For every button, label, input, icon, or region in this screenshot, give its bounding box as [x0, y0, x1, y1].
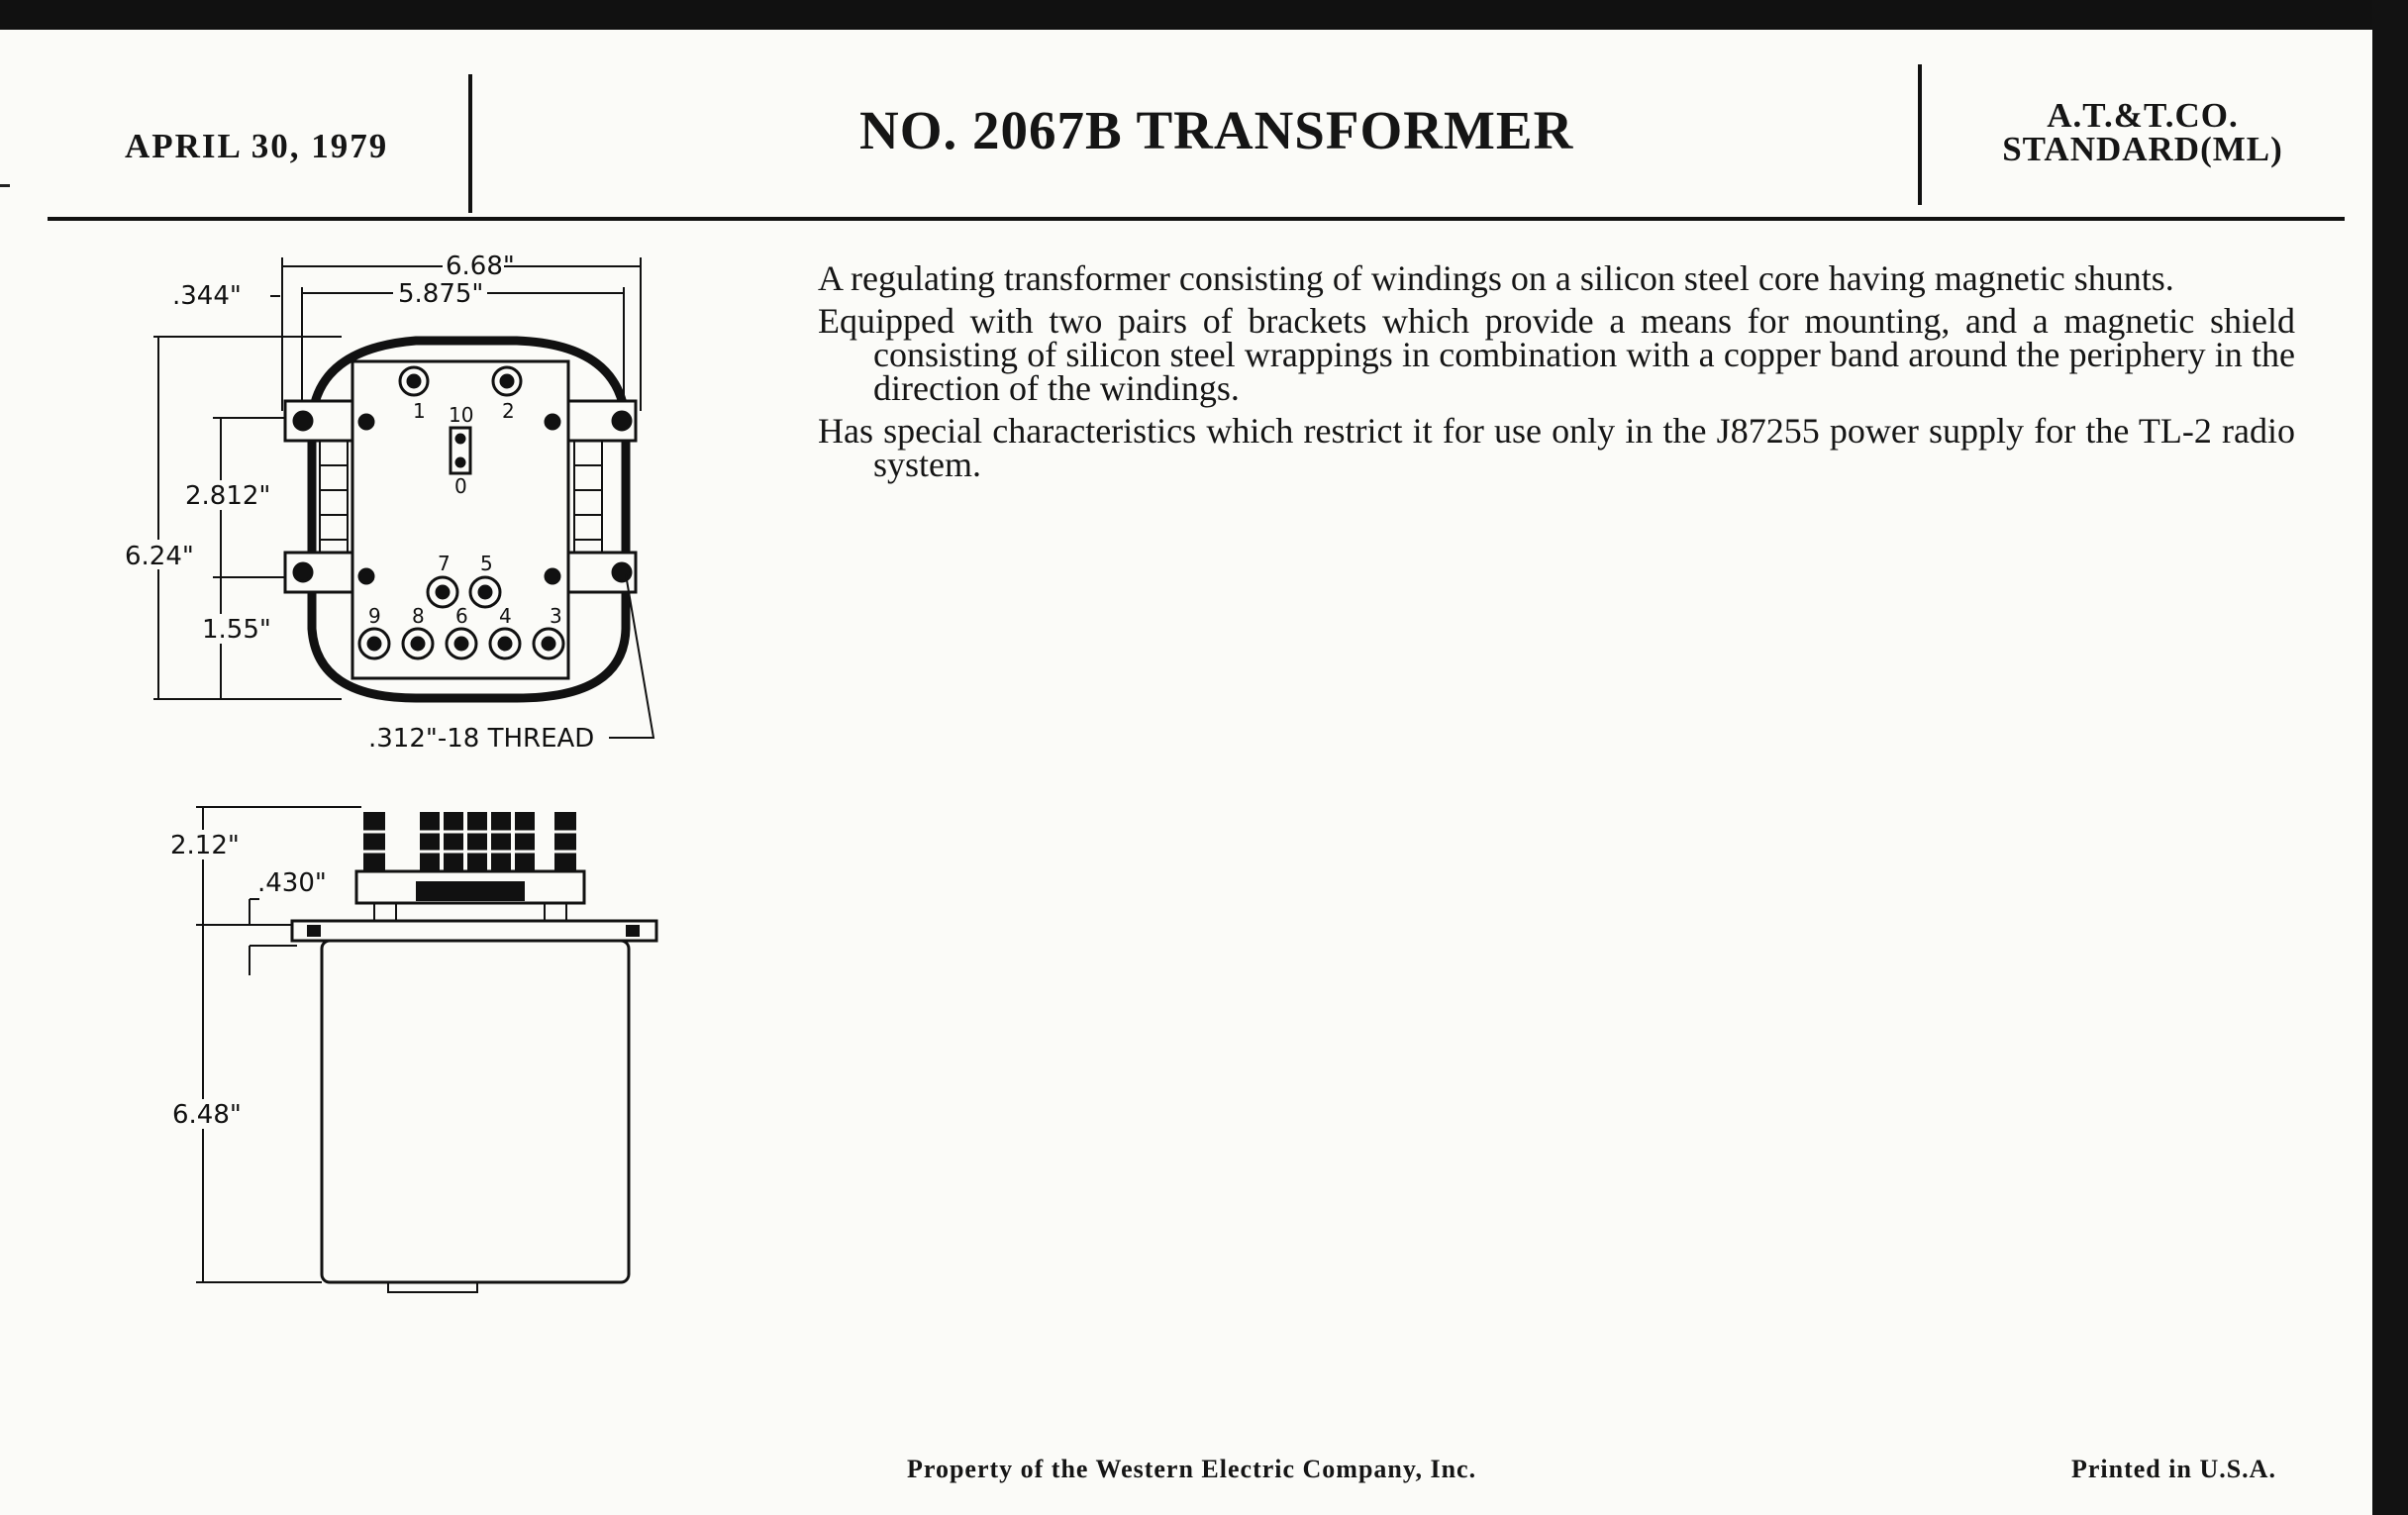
- dim-case-height: 6.48": [172, 1100, 242, 1130]
- scan-tick-mark: [0, 184, 10, 187]
- thread-note: .312"-18 THREAD: [368, 724, 595, 754]
- dim-overall-height: 6.24": [125, 542, 194, 571]
- dim-flange: .430": [257, 868, 327, 898]
- terminal-label-5: 5: [480, 552, 493, 575]
- scan-border-top: [0, 0, 2408, 30]
- terminal-label-8: 8: [412, 604, 425, 628]
- header-date: APRIL 30, 1979: [125, 127, 389, 165]
- description-paragraph-3: Has special characteristics which restrict it for use only in the J87255 power supply for the TL-2 radio system.: [818, 411, 2295, 484]
- header-divider-right: [1918, 64, 1922, 205]
- transformer-drawing: [109, 238, 683, 1307]
- terminal-label-3: 3: [550, 604, 562, 628]
- description-paragraph-2: Equipped with two pairs of brackets which provide a means for mounting, and a magnetic shield consisting of silicon steel wrappings in combination with a copper band around the periphery in the direction of the windings.: [818, 301, 2295, 408]
- top-view: [124, 252, 653, 754]
- standard-line2: STANDARD(ML): [2002, 130, 2283, 168]
- footer-printed: Printed in U.S.A.: [2071, 1455, 2276, 1483]
- dim-terminal-height: 2.12": [170, 831, 240, 860]
- header-standard: [1970, 96, 2315, 168]
- header-rule: [48, 217, 2345, 221]
- dim-overall-width: 6.68": [446, 252, 515, 281]
- description: [818, 258, 2295, 490]
- terminal-label-7: 7: [438, 552, 451, 575]
- side-view: [170, 807, 656, 1292]
- terminal-label-6: 6: [455, 604, 468, 628]
- description-paragraph-1: A regulating transformer consisting of windings on a silicon steel core having magnetic shunts.: [818, 258, 2174, 298]
- terminal-label-10: 10: [449, 403, 474, 427]
- terminal-label-4: 4: [499, 604, 512, 628]
- standard-line1: A.T.&T.CO.: [2047, 96, 2239, 135]
- terminal-label-0: 0: [454, 474, 467, 498]
- dim-offset: .344": [172, 281, 242, 311]
- scan-border-right: [2372, 0, 2408, 1515]
- terminal-label-9: 9: [368, 604, 381, 628]
- header-divider-left: [468, 74, 472, 213]
- footer-property: Property of the Western Electric Company, Inc.: [907, 1455, 1477, 1483]
- terminal-label-1: 1: [413, 399, 426, 423]
- dim-lower: 1.55": [202, 615, 271, 645]
- page-title: NO. 2067B TRANSFORMER: [859, 100, 1574, 160]
- dim-bracket-spacing: 2.812": [185, 481, 271, 511]
- drawing-svg: [109, 238, 683, 1307]
- terminal-label-2: 2: [502, 399, 515, 423]
- dim-hole-spacing: 5.875": [398, 279, 484, 309]
